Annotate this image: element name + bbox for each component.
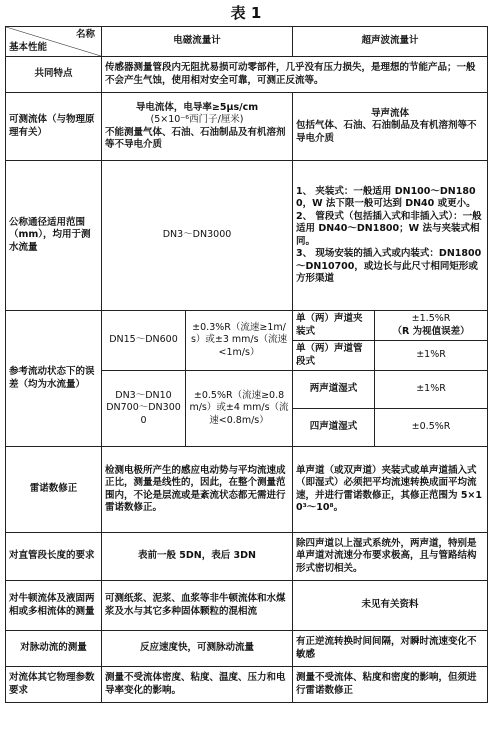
row-diameter — [6, 161, 488, 311]
us-diameter-item: 1、 夹装式：一般适用 DN100～DN1800，W 法下限一般可达到 DN40 或更小。 — [296, 185, 476, 209]
row-common — [6, 57, 488, 93]
row-straight-pipe-label: 对直管段长度的要求 — [6, 533, 102, 581]
row-reynolds-us: 单声道（或双声道）夹装式或单声道插入式（即湿式）必须把平均流速转换成面平均流速，并进行雷诺数修正，其修正范围为 5×10³～10⁸。 — [293, 447, 488, 533]
us-fluid-line2: 包括气体、石油、石油制品及有机溶剂等不导电介质 — [296, 120, 477, 144]
row-pulsating — [6, 631, 488, 667]
row-pulsating-label: 对脉动流的测量 — [6, 631, 102, 667]
em-error-range-2a: DN3～DN10 — [115, 389, 172, 401]
row-common-label: 共同特点 — [6, 57, 102, 93]
row-reynolds-em: 检测电极所产生的感应电动势与平均流速成正比，测量是线性的，因此，在整个测量范围内，不论是层流或是紊流状态都无需进行雷诺数修正。 — [102, 447, 293, 533]
us-error-value-3: ±1%R — [375, 371, 488, 409]
us-error-value-4: ±0.5%R — [375, 409, 488, 447]
us-error-type-1: 单（两）声道夹装式 — [293, 311, 375, 341]
us-error-type-2: 单（两）声道管段式 — [293, 341, 375, 371]
row-straight-pipe-em: 表前一般 5DN，表后 3DN — [102, 533, 293, 581]
header-corner-cell — [6, 27, 102, 57]
row-diameter-label: 公称通径适用范围（mm），均用于测水流量 — [6, 161, 102, 311]
row-non-newtonian — [6, 581, 488, 631]
us-error-value-2: ±1%R — [375, 341, 488, 371]
us-error-type-4: 四声道湿式 — [293, 409, 375, 447]
row-error-label: 参考流动状态下的误差（均为水流量） — [6, 311, 102, 447]
row-common-text: 传感器测量管段内无阻扰易损可动零部件，几乎没有压力损失，是理想的节能产品；一般不会产生气蚀，使用相对安全可靠，可测正反流等。 — [102, 57, 488, 93]
us-error-value-1 — [375, 311, 488, 341]
em-fluid-line3: 不能测量气体、石油、石油制品及有机溶剂等不导电介质 — [105, 126, 286, 150]
row-reynolds-label: 雷诺数修正 — [6, 447, 102, 533]
row-reynolds — [6, 447, 488, 533]
us-error-value-1-main: ±1.5%R — [411, 313, 451, 324]
us-error-value-1-note: （R 为视值误差） — [392, 325, 470, 337]
us-diameter-item: 3、 现场安装的插入式或内装式：DN1800～DN10700，或边长与此尺寸相同矩形或方形渠道 — [296, 248, 482, 284]
em-error-spec-2: ±0.5%R（流速≥0.8m/s）或±4 mm/s（流速<0.8m/s） — [186, 371, 293, 447]
header-row — [6, 27, 488, 57]
row-pulsating-em: 反应速度快，可测脉动流量 — [102, 631, 293, 667]
us-fluid-line1: 导声流体 — [371, 107, 410, 119]
em-error-range-1: DN15～DN600 — [102, 311, 186, 371]
us-diameter-item: 2、 管段式（包括插入式和非插入式）：一般适用 DN40～DN1800；W 法与夹装式相同。 — [296, 210, 482, 247]
em-error-range-2b: DN700～DN3000 — [106, 402, 181, 426]
row-measurable — [6, 93, 488, 161]
row-diameter-em: DN3～DN3000 — [102, 161, 293, 311]
row-other-props-label: 对流体其它物理参数要求 — [6, 667, 102, 703]
row-non-newtonian-label: 对牛顿流体及液固两相或多相流体的测量 — [6, 581, 102, 631]
us-error-type-3: 两声道湿式 — [293, 371, 375, 409]
row-other-props-us: 测量不受流体、粘度和密度的影响，但须进行雷诺数修正 — [293, 667, 488, 703]
em-fluid-line2: (5×10⁻⁶西门子/厘米) — [150, 114, 244, 125]
row-diameter-us — [293, 161, 488, 311]
row-non-newtonian-em: 可测纸浆、泥浆、血浆等非牛顿流体和水煤浆及水与其它多种固体颗粒的混相流 — [102, 581, 293, 631]
header-ultrasonic: 超声波流量计 — [293, 27, 488, 57]
header-electromagnetic: 电磁流量计 — [102, 27, 293, 57]
row-straight-pipe — [6, 533, 488, 581]
row-non-newtonian-us: 未见有关资料 — [293, 581, 488, 631]
row-straight-pipe-us: 除四声道以上湿式系统外，两声道，特别是单声道对流速分布要求极高，且与管路结构形式密切相关。 — [293, 533, 488, 581]
table-title: 表 1 — [230, 4, 262, 22]
row-error-1 — [6, 311, 488, 341]
em-fluid-line1: 导电流体，电导率≥5μs/cm — [135, 101, 259, 113]
row-other-props-em: 测量不受流体密度、粘度、温度、压力和电导率变化的影响。 — [102, 667, 293, 703]
header-corner-property: 基本性能 — [9, 41, 48, 53]
em-error-range-2 — [102, 371, 186, 447]
row-measurable-us — [293, 93, 488, 161]
row-measurable-label: 可测流体（与物理原理有关） — [6, 93, 102, 161]
row-other-props — [6, 667, 488, 703]
header-corner-name: 名称 — [75, 29, 95, 40]
comparison-table — [5, 26, 488, 703]
row-pulsating-us: 有正逆流转换时间间隔，对瞬时流速变化不敏感 — [293, 631, 488, 667]
row-measurable-em — [102, 93, 293, 161]
em-error-spec-1: ±0.3%R（流速≥1m/s）或±3 mm/s（流速<1m/s） — [186, 311, 293, 371]
